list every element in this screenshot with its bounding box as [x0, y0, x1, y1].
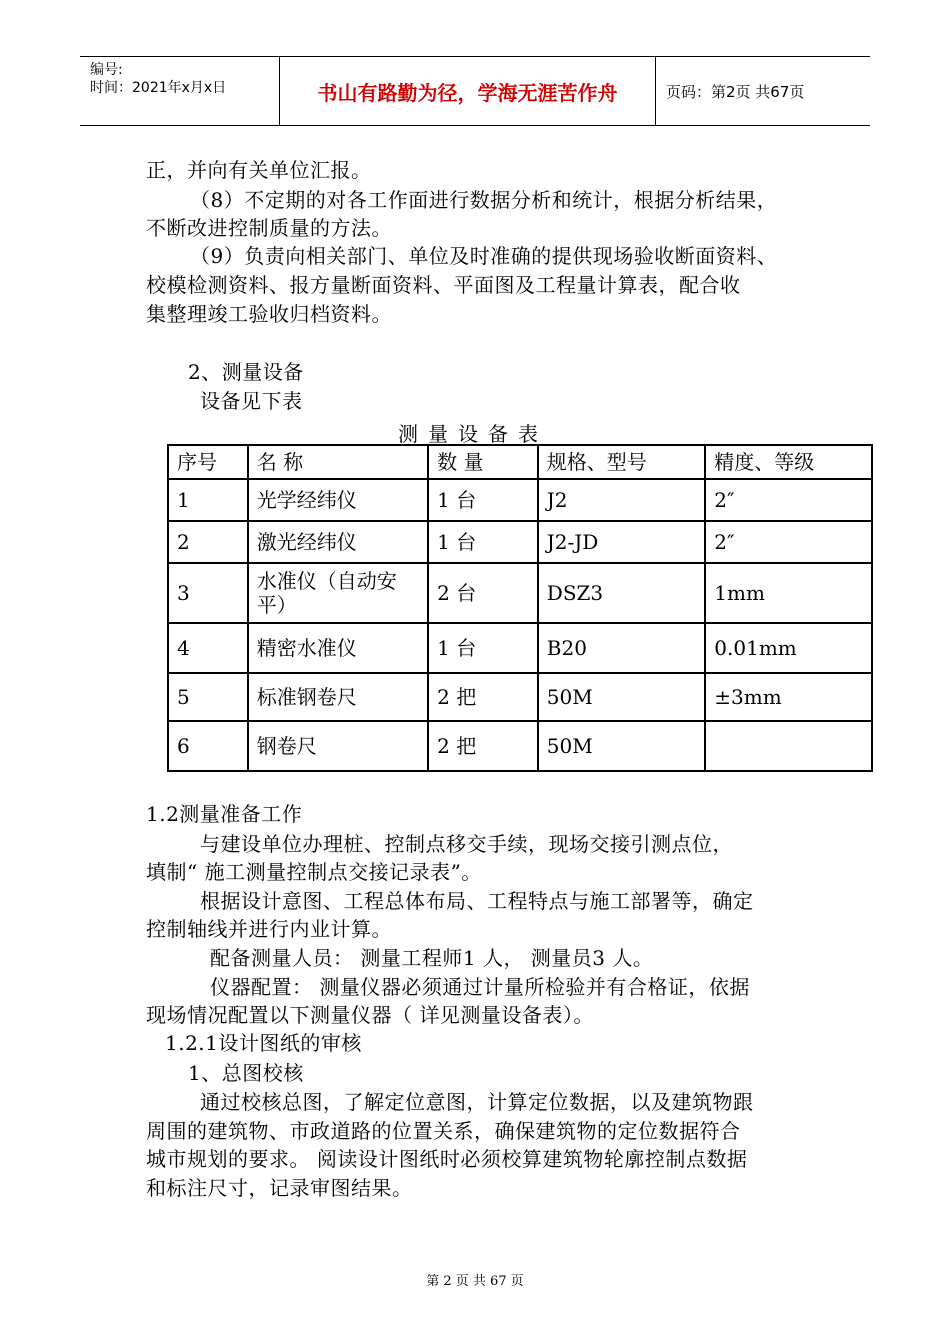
table-cell: 50M — [538, 721, 706, 771]
paragraph-line: 周围的建筑物、市政道路的位置关系，确保建筑物的定位数据符合 — [146, 1119, 741, 1143]
paragraph-line: 通过校核总图，了解定位意图，计算定位数据，以及建筑物跟 — [200, 1090, 754, 1114]
table-cell: 2 — [168, 521, 248, 563]
document-time-label: 时间：2021年x月x日 — [90, 80, 227, 96]
document-number-label: 编号: — [90, 62, 123, 78]
table-cell: J2 — [538, 479, 706, 521]
paragraph-line: 现场情况配置以下测量仪器（ 详见测量设备表）。 — [146, 1003, 594, 1027]
header-page-info: 页码：第2页 共67页 — [666, 82, 805, 101]
table-row — [168, 623, 872, 673]
table-row — [168, 673, 872, 721]
table-cell: 光学经纬仪 — [248, 479, 428, 521]
table-cell: 2 把 — [428, 721, 538, 771]
paragraph-line: 仪器配置： 测量仪器必须通过计量所检验并有合格证，依据 — [210, 975, 750, 999]
paragraph-line: 集整理竣工验收归档资料。 — [146, 302, 392, 326]
table-cell: 标准钢卷尺 — [248, 673, 428, 721]
table-row — [168, 721, 872, 771]
table-cell: 激光经纬仪 — [248, 521, 428, 563]
table-cell: 4 — [168, 623, 248, 673]
table-row — [168, 479, 872, 521]
paragraph-line: 配备测量人员： 测量工程师1 人， 测量员3 人。 — [210, 946, 654, 970]
table-cell: 1 — [168, 479, 248, 521]
header-motto: 书山有路勤为径，学海无涯苦作舟 — [280, 57, 656, 125]
table-cell: ±3mm — [705, 673, 872, 721]
table-header-cell: 序号 — [168, 445, 248, 479]
table-cell: 1 台 — [428, 623, 538, 673]
paragraph-line: 不断改进控制质量的方法。 — [146, 216, 392, 240]
section-heading: 2、测量设备 — [188, 360, 304, 384]
table-row — [168, 521, 872, 563]
table-cell: 5 — [168, 673, 248, 721]
table-cell: 精密水准仪 — [248, 623, 428, 673]
table-cell: 2 把 — [428, 673, 538, 721]
table-cell: 1 台 — [428, 479, 538, 521]
paragraph-line: 和标注尺寸，记录审图结果。 — [146, 1176, 413, 1200]
paragraph-line: 填制“ 施工测量控制点交接记录表”。 — [146, 860, 482, 884]
paragraph-line: 控制轴线并进行内业计算。 — [146, 917, 392, 941]
table-cell: 1mm — [705, 563, 872, 623]
page-footer: 第 2 页 共 67 页 — [426, 1274, 524, 1289]
table-cell: 钢卷尺 — [248, 721, 428, 771]
table-header-cell: 数 量 — [428, 445, 538, 479]
table-cell: 2″ — [705, 521, 872, 563]
table-cell: 1 台 — [428, 521, 538, 563]
subsection-heading: 1、总图校核 — [188, 1061, 304, 1085]
paragraph-line: 城市规划的要求。 阅读设计图纸时必须校算建筑物轮廓控制点数据 — [146, 1147, 748, 1171]
header-meta — [80, 57, 280, 125]
paragraph-line: 根据设计意图、工程总体布局、工程特点与施工部署等，确定 — [200, 889, 754, 913]
table-cell: 2 台 — [428, 563, 538, 623]
paragraph-line: （8）不定期的对各工作面进行数据分析和统计，根据分析结果， — [190, 188, 778, 212]
table-header-cell: 名 称 — [248, 445, 428, 479]
paragraph-line: 与建设单位办理桩、控制点移交手续，现场交接引测点位， — [200, 832, 733, 856]
table-cell: 水准仪（自动安平） — [248, 563, 428, 623]
table-cell — [705, 721, 872, 771]
table-cell: 0.01mm — [705, 623, 872, 673]
page-header — [80, 56, 870, 126]
section-heading: 1.2测量准备工作 — [146, 802, 303, 826]
table-header-cell: 精度、等级 — [705, 445, 872, 479]
table-header-cell: 规格、型号 — [538, 445, 706, 479]
table-cell: 3 — [168, 563, 248, 623]
table-cell: 50M — [538, 673, 706, 721]
table-cell: 2″ — [705, 479, 872, 521]
table-header-row — [168, 445, 872, 479]
table-caption: 测量设备表 — [398, 422, 548, 446]
paragraph-line: （9）负责向相关部门、单位及时准确的提供现场验收断面资料、 — [190, 244, 778, 268]
paragraph-line: 设备见下表 — [200, 389, 303, 413]
paragraph-line: 正，并向有关单位汇报。 — [146, 158, 372, 182]
subsection-heading: 1.2.1设计图纸的审核 — [165, 1031, 362, 1055]
paragraph-line: 校模检测资料、报方量断面资料、平面图及工程量计算表，配合收 — [146, 273, 741, 297]
table-cell: 6 — [168, 721, 248, 771]
table-cell: J2-JD — [538, 521, 706, 563]
table-cell: B20 — [538, 623, 706, 673]
table-row — [168, 563, 872, 623]
table-cell: DSZ3 — [538, 563, 706, 623]
equipment-table — [167, 444, 873, 772]
